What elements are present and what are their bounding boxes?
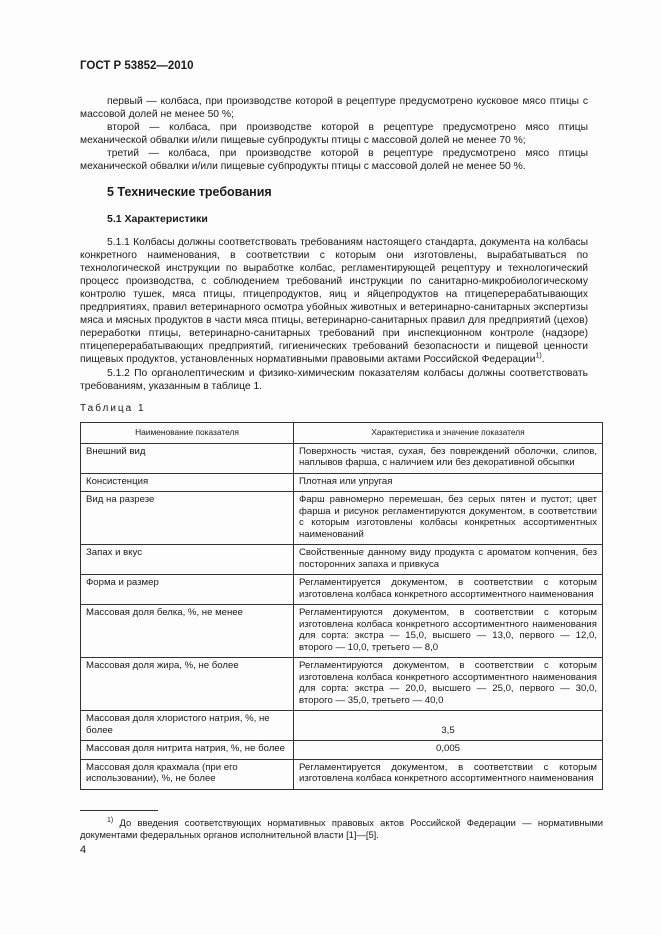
value-cell: Фарш равномерно перемешан, без серых пятен и пустот; цвет фарша и рисунок регламентируются документом, в соответствии с которым изготовлены колбасы конкретных ассортиментных наименований [294,492,603,545]
header-indicator: Наименование показателя [81,423,294,444]
indicator-cell: Вид на разрезе [81,492,294,545]
document-header: ГОСТ Р 53852—2010 [80,60,194,72]
value-cell: Поверхность чистая, сухая, без повреждений оболочки, слипов, наплывов фарша, с наличием или без декоративной обсыпки [294,443,603,473]
footnote-mark: 1) [107,816,114,824]
clause-5-1-1: 5.1.1 Колбасы должны соответствовать требованиям настоящего стандарта, документа на колбасы конкретного наименования, в соответствии с которым они изготовлены, вырабатываться по технологической инструкции по выработке колбас, регламентирующей рецептуру и технологический процесс производства, с соблюдением требований инструкции по санитарно-микробиологическому контролю тушек, мяса птицы, птицепродуктов, яиц и яйцепродуктов на птицеперерабатывающих предприятиях, правил ветеринарного осмотра убойных животных и ветеринарно-санитарных экспертизы мяса и мясных продуктов в части мяса птицы, ветеринарно-санитарных правил для предприятий (цехов) переработки птицы, ветеринарно-санитарных требований при инспекционном контроле (надзоре) птицеперерабатывающих предприятий, гигиенических требований безопасности и пищевой ценности пищевых продуктов, установленных нормативными правовыми актами Российской Федерации$^{1)}$. [80,237,588,365]
footnote-divider [80,810,158,811]
footnote [80,817,603,841]
sort-second: второй — колбаса, при производстве которой в рецептуре предусмотрено мясо птицы механической обвалки и/или пищевые субпродукты птицы с массовой долей не менее 70 %; [80,122,588,146]
subsection-title: 5.1 Характеристики [107,213,208,225]
footnote-ref: 1) [535,352,542,360]
indicator-cell: Массовая доля жира, %, не более [81,658,294,711]
footnote-text: До введения соответствующих нормативных правовых актов Российской Федерации — нормативными документами федеральных органов исполнительной власти [1]—[5]. [80,817,603,840]
value-cell: Плотная или упругая [294,473,603,492]
indicator-cell: Массовая доля хлористого натрия, %, не более [81,711,294,741]
table-row [81,605,603,658]
table-header-row [81,423,603,444]
value-cell: Свойственные данному виду продукта с ароматом копчения, без посторонних запаха и привкуса [294,545,603,575]
indicator-cell: Внешний вид [81,443,294,473]
table-row [81,759,603,789]
table-row [81,545,603,575]
value-cell: Регламентируется документом, в соответствии с которым изготовлена колбаса конкретного ассортиментного наименования [294,575,603,605]
table-row [81,473,603,492]
clause-5-1-2-text: 5.1.2 По органолептическим и физико-химическим показателям колбасы должны соответствовать требованиям, указанным в таблице 1. [80,368,588,392]
value-cell: 3,5 [294,711,603,741]
indicator-cell: Массовая доля крахмала (при его использовании), %, не более [81,759,294,789]
table-caption: Таблица 1 [80,403,146,414]
indicator-cell: Массовая доля нитрита натрия, %, не более [81,741,294,760]
page-number: 4 [80,844,87,856]
clause-5-1-1-text: 5.1.1 Колбасы должны соответствовать требованиям настоящего стандарта, документа на колбасы конкретного наименования, в соответствии с которым они изготовлены, вырабатываться по технологической инструкции по выработке колбас, регламентирующей рецептуру и технологический процесс производства, с соблюдением требований инструкции по санитарно-микробиологическому контролю тушек, мяса птицы, птицепродуктов, яиц и яйцепродуктов на птицеперерабатывающих предприятиях, правил ветеринарного осмотра убойных животных и ветеринарно-санитарных экспертизы мяса и мясных продуктов в части мяса птицы, ветеринарно-санитарных правил для предприятий (цехов) переработки птицы, ветеринарно-санитарных требований при инспекционном контроле (надзоре) птицеперерабатывающих предприятий, гигиенических требований безопасности и пищевой ценности пищевых продуктов, установленных нормативными правовыми актами Российской Федерации [80,237,588,365]
sort-third: третий — колбаса, при производстве которой в рецептуре предусмотрено мясо птицы механической обвалки и/или пищевые субпродукты птицы с массовой долей не менее 50 %. [80,148,588,172]
table-row [81,575,603,605]
indicator-cell: Форма и размер [81,575,294,605]
clause-5-1-2 [80,367,588,393]
characteristics-table [80,422,603,790]
table-row [81,658,603,711]
value-cell: Регламентируется документом, в соответствии с которым изготовлена колбаса конкретного ассортиментного наименования [294,759,603,789]
value-cell: Регламентируются документом, в соответствии с которым изготовлена колбаса конкретного ассортиментного наименования для сорта: экстра — 15,0, высшего — 13,0, первого — 12,0, второго — 10,0, третьего — 8,0 [294,605,603,658]
section-title: 5 Технические требования [107,185,272,199]
table-row [81,443,603,473]
table-row [81,492,603,545]
table-row [81,741,603,760]
table-row [81,711,603,741]
sort-definitions [80,95,588,173]
indicator-cell: Запах и вкус [81,545,294,575]
sort-first: первый — колбаса, при производстве которой в рецептуре предусмотрено кусковое мясо птицы с массовой долей не менее 50 %; [80,96,588,120]
indicator-cell: Консистенция [81,473,294,492]
indicator-cell: Массовая доля белка, %, не менее [81,605,294,658]
value-cell: Регламентируются документом, в соответствии с которым изготовлена колбаса конкретного ассортиментного наименования для сорта: экстра — 20,0, высшего — 25,0, первого — 30,0, второго — 35,0, третьего — 40,0 [294,658,603,711]
header-value: Характеристика и значение показателя [294,423,603,444]
value-cell: 0,005 [294,741,603,760]
